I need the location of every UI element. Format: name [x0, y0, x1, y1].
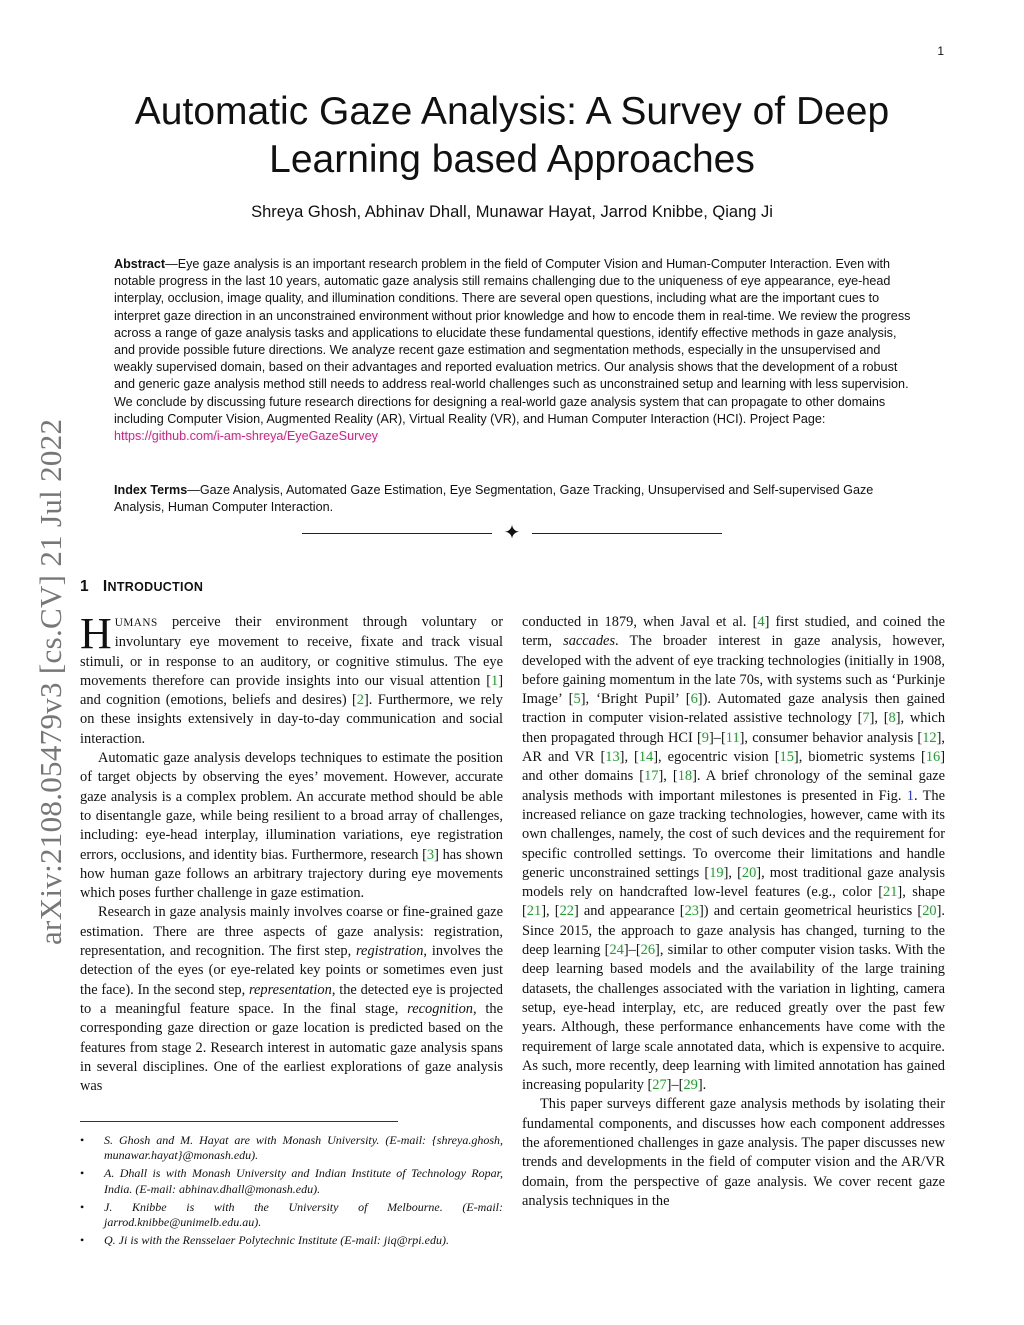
citation-link[interactable]: 26 — [640, 942, 656, 959]
section-heading-introduction — [80, 578, 203, 596]
footnote-item: • J. Knibbe is with the University of Melbourne. (E-mail: jarrod.knibbe@unimelb.edu.au). — [80, 1199, 503, 1230]
paragraph: conducted in 1879, when Javal et al. [4] first studied, and coined the term, saccades. The broader interest in gaze analysis, however, developed with the advent of eye tracking technologies (initially in 1908, before gaining momentum in the late 70s, with systems such as ‘Purkinje Image’ [5], ‘Bright Pupil’ [6]). Automated gaze analysis then gained traction in computer vision-related assistive technology [7], [8], which then propagated through HCI [9]–[11], consumer behavior analysis [12], AR and VR [13], [14], egocentric vision [15], biometric systems [16] and other domains [17], [18]. A brief chronology of the seminal gaze analysis methods with important milestones is presented in Fig. 1. The increased reliance on gaze tracking technologies, however, came with its own challenges, namely, the cost of such devices and the requirement for specific controlled settings. To overcome their limitations and handle generic unconstrained settings [19], [20], most traditional gaze analysis models rely on handcrafted low-level features (e.g., color [21], shape [21], [22] and appearance [23]) and certain geometrical heuristics [20]. Since 2015, the approach to gaze analysis has changed, turning to the deep learning [24]–[26], similar to other computer vision tasks. With the deep learning based models and the availability of the large training datasets, the challenges associated with the variation in lighting, camera setup, eye-head interplay, etc, are reduced greatly over the past few years. Although, these performance enhancements have come with the requirement of large scale annotated data, which is expensive to acquire. As such, more recently, deep learning with limited annotation has gained increasing popularity [27]–[29]. — [522, 614, 946, 1094]
section-separator — [302, 524, 722, 544]
footnote-item: • S. Ghosh and M. Hayat are with Monash University. (E-mail: {shreya.ghosh, munawar.hayat}@monash.edu). — [80, 1133, 503, 1163]
paragraph: HUMANS perceive their environment through voluntary or involuntary eye movement to receive, fixate and track visual stimuli, or in response to an auditory, or cognitive stimulus. The eye movements therefore can provide insights into our visual attention [1] and cognition (emotions, beliefs and desires) [2]. Furthermore, we rely on these insights extensively in day-to-day communication and social interaction. — [80, 609, 503, 747]
title-line-2: Learning based Approaches — [269, 138, 755, 181]
citation-link[interactable]: 20 — [922, 903, 937, 920]
citation-link[interactable]: 29 — [683, 1077, 698, 1094]
section-title-rest: NTRODUCTION — [107, 580, 204, 594]
citation-link[interactable]: 15 — [779, 749, 794, 766]
citation-link[interactable]: 16 — [925, 749, 941, 766]
citation-link[interactable]: 5 — [573, 691, 581, 708]
abstract-text: —Eye gaze analysis is an important research problem in the field of Computer Vision and Human-Computer Interaction. Even with notable progress in the last 10 years, automatic gaze analysis still remains challenging due to the uniqueness of eye appearance, eye-head interplay, occlusion, image quality, and illumination conditions. There are several open questions, including what are the important cues to interpret gaze direction in an unconstrained environment without prior knowledge and how to encode them in real-time. We review the progress across a range of gaze analysis tasks and applications to elucidate these fundamental questions, identify effective methods in gaze analysis, and provide possible future directions. We analyze recent gaze estimation and segmentation methods, especially in the unsupervised and weakly supervised domain, based on their advantages and reported evaluation metrics. Our analysis shows that the development of a robust and generic gaze analysis method still needs to address real-world challenges such as unconstrained setup and learning with less supervision. We conclude by discussing future research directions for designing a real-world gaze analysis system that can propagate to other domains including Computer Vision, Augmented Reality (AR), Virtual Reality (VR), and Human Computer Interaction (HCI). Project Page: — [114, 257, 911, 426]
citation-link[interactable]: 9 — [701, 729, 709, 746]
citation-link[interactable]: 13 — [605, 749, 620, 766]
author-list: Shreya Ghosh, Abhinav Dhall, Munawar Hayat, Jarrod Knibbe, Qiang Ji — [251, 203, 773, 221]
figure-link[interactable]: 1 — [906, 787, 914, 804]
section-number: 1 — [80, 578, 89, 595]
index-terms-text: —Gaze Analysis, Automated Gaze Estimation, Eye Segmentation, Gaze Tracking, Unsupervised and Self-supervised Gaze Analysis, Human Computer Interaction. — [114, 483, 874, 515]
footnote-rule — [80, 1121, 398, 1122]
citation-link[interactable]: 11 — [725, 729, 740, 746]
footnote-item: • A. Dhall is with Monash University and Indian Institute of Technology Ropar, India. (E-mail: abhinav.dhall@monash.edu). — [80, 1166, 503, 1196]
separator-rule-left — [302, 533, 492, 534]
bullet-icon: • — [80, 1133, 85, 1147]
abstract — [114, 256, 912, 445]
citation-link[interactable]: 4 — [757, 614, 765, 630]
citation-link[interactable]: 21 — [526, 903, 542, 920]
paragraph: Research in gaze analysis mainly involves coarse or fine-grained gaze estimation. There are three aspects of gaze analysis: registration, representation, and recognition. The first step, registration, involves the detection of the eyes (or eye-related key points or sometimes even just the face). In the second step, representation, the detected eye is projected to a meaningful feature space. In the final stage, recognition, the corresponding gaze direction or gaze location is predicted based on the features from stage 2. Research interest in automatic gaze analysis spans in several disciplines. One of the earliest explorations of gaze analysis was — [80, 904, 503, 1095]
paragraph: This paper surveys different gaze analysis methods by isolating their fundamental components, and discusses how each component addresses the aforementioned challenges in gaze analysis. The paper discusses new trends and developments in the field of computer vision and the AR/VR domain, from the perspective of gaze analysis. We cover recent gaze analysis techniques in the — [522, 1096, 945, 1209]
citation-link[interactable]: 27 — [652, 1077, 667, 1094]
index-terms-label: Index Terms — [114, 483, 188, 497]
separator-rule-right — [532, 533, 722, 534]
bullet-icon: • — [80, 1166, 85, 1181]
footnote-item: • Q. Ji is with the Rensselaer Polytechnic Institute (E-mail: jiq@rpi.edu). — [80, 1233, 449, 1248]
body-column-right — [522, 613, 945, 1211]
drop-cap: H — [80, 609, 112, 658]
citation-link[interactable]: 6 — [690, 691, 698, 708]
citation-link[interactable]: 22 — [559, 903, 574, 920]
citation-link[interactable]: 1 — [491, 672, 499, 689]
citation-link[interactable]: 7 — [862, 710, 870, 727]
author-footnotes — [80, 1133, 503, 1251]
citation-link[interactable]: 2 — [356, 692, 364, 709]
index-terms — [114, 482, 912, 516]
project-page-link[interactable]: https://github.com/i-am-shreya/EyeGazeSurvey — [114, 429, 378, 444]
citation-link[interactable]: 23 — [684, 903, 699, 920]
section-title-initial: I — [102, 578, 108, 595]
citation-link[interactable]: 17 — [644, 768, 659, 785]
paragraph: Automatic gaze analysis develops techniques to estimate the position of target objects by observing the eyes’ movement. However, accurate gaze analysis is a complex problem. An accurate method should be able to disentangle gaze, while being resilient to a broad array of challenges, including: eye-head interplay, illumination variations, eye registration errors, occlusions, and identity bias. Furthermore, research [3] has shown how human gaze follows an arbitrary trajectory during eye movements which poses further challenge in gaze estimation. — [80, 750, 504, 902]
citation-link[interactable]: 19 — [709, 864, 724, 881]
title-line-1: Automatic Gaze Analysis: A Survey of Deep — [134, 90, 890, 133]
paper-title — [0, 88, 1024, 184]
citation-link[interactable]: 24 — [609, 942, 624, 959]
citation-link[interactable]: 3 — [426, 846, 435, 863]
bullet-icon: • — [80, 1233, 85, 1248]
citation-link[interactable]: 8 — [888, 710, 896, 727]
arxiv-identifier-stamp: arXiv:2108.05479v3 [cs.CV] 21 Jul 2022 — [33, 418, 68, 945]
body-column-left — [80, 609, 504, 1096]
citation-link[interactable]: 12 — [922, 729, 937, 746]
citation-link[interactable]: 21 — [883, 884, 898, 901]
citation-link[interactable]: 20 — [741, 864, 757, 881]
bullet-icon: • — [80, 1199, 85, 1214]
page-number: 1 — [937, 44, 944, 58]
citation-link[interactable]: 14 — [638, 749, 654, 766]
abstract-label: Abstract — [114, 257, 166, 271]
citation-link[interactable]: 18 — [677, 768, 693, 785]
separator-star-icon: ✦ — [503, 522, 521, 544]
